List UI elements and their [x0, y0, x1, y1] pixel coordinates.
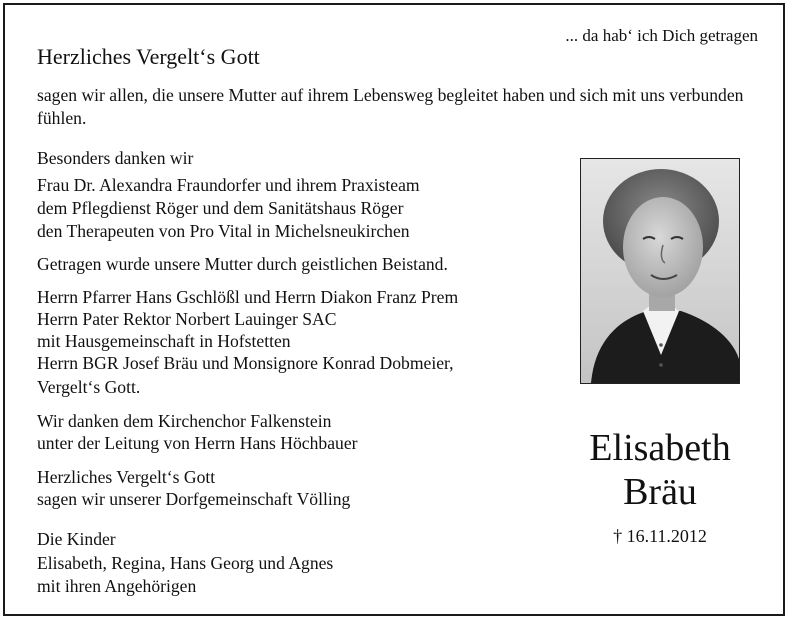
signature-line: Die Kinder	[37, 529, 116, 549]
choir-line: Wir danken dem Kirchenchor Falkenstein	[37, 411, 332, 431]
clergy-closing: Vergelt‘s Gott.	[37, 377, 141, 397]
deceased-last-name: Bräu	[623, 471, 697, 513]
headline: Herzliches Vergelt‘s Gott	[37, 44, 260, 69]
thanks-line: den Therapeuten von Pro Vital in Michelsneukirchen	[37, 221, 410, 241]
signature-line: mit ihren Angehörigen	[37, 576, 197, 596]
village-line: sagen wir unserer Dorfgemeinschaft Völling	[37, 489, 351, 509]
clergy-line: Herrn Pfarrer Hans Gschlößl und Herrn Diakon Franz Prem	[37, 287, 459, 307]
clergy-line: mit Hausgemeinschaft in Hofstetten	[37, 331, 291, 351]
thanks-intro: Besonders danken wir	[37, 148, 194, 168]
cross-icon: †	[613, 526, 623, 546]
death-date: 16.11.2012	[626, 526, 707, 546]
spiritual-intro: Getragen wurde unsere Mutter durch geistlichen Beistand.	[37, 254, 448, 274]
deceased-first-name: Elisabeth	[589, 427, 731, 469]
clergy-line: Herrn Pater Rektor Norbert Lauinger SAC	[37, 309, 337, 329]
thanks-line: dem Pflegdienst Röger und dem Sanitätshaus Röger	[37, 198, 404, 218]
village-line: Herzliches Vergelt‘s Gott	[37, 467, 216, 487]
clergy-line: Herrn BGR Josef Bräu und Monsignore Konrad Dobmeier,	[37, 353, 454, 373]
death-date-line	[560, 526, 760, 547]
thanks-line: Frau Dr. Alexandra Fraundorfer und ihrem Praxisteam	[37, 175, 420, 195]
motto-quote: ... da hab‘ ich Dich getragen	[565, 26, 758, 45]
signature-line: Elisabeth, Regina, Hans Georg und Agnes	[37, 553, 334, 573]
choir-line: unter der Leitung von Herrn Hans Höchbauer	[37, 433, 358, 453]
portrait-photo	[580, 158, 740, 384]
intro-paragraph: sagen wir allen, die unsere Mutter auf ihrem Lebensweg begleitet haben und sich mit uns verbunden fühlen.	[37, 85, 744, 128]
